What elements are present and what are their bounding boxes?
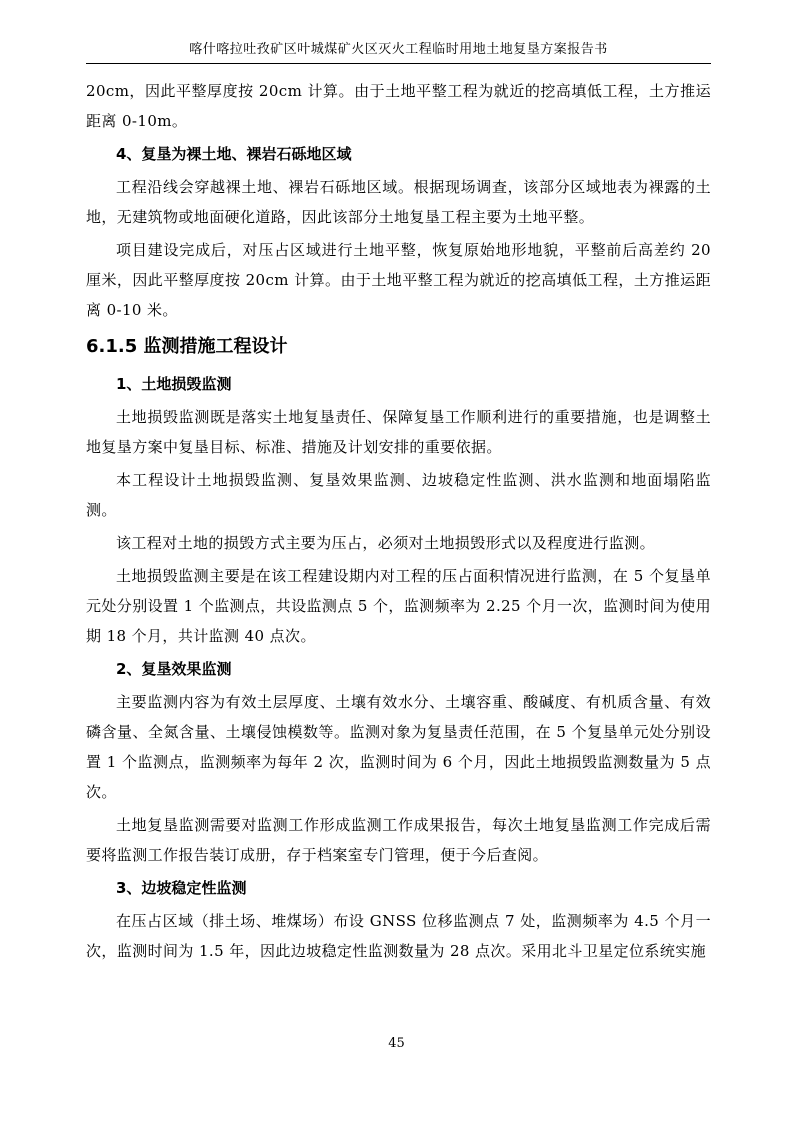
header-rule — [86, 63, 711, 64]
heading-slope-stability-monitoring: 3、边坡稳定性监测 — [116, 879, 247, 897]
paragraph-intro: 20cm，因此平整厚度按 20cm 计算。由于土地平整工程为就近的挖高填低工程，土方推运距离 0-10m。 — [86, 82, 711, 130]
page-body — [86, 76, 711, 969]
heading-land-damage-monitoring: 1、土地损毁监测 — [116, 375, 232, 393]
paragraph-damage-2: 本工程设计土地损毁监测、复垦效果监测、边坡稳定性监测、洪水监测和地面塌陷监测。 — [86, 471, 711, 519]
paragraph-damage-3: 该工程对土地的损毁方式主要为压占，必须对土地损毁形式以及程度进行监测。 — [116, 534, 656, 552]
section-heading-monitoring: 6.1.5 监测措施工程设计 — [86, 336, 288, 357]
paragraph-slope-1: 在压占区域（排土场、堆煤场）布设 GNSS 位移监测点 7 处，监测频率为 4.5 个月一次，监测时间为 1.5 年，因此边坡稳定性监测数量为 28 点次。采用北斗卫星定位系统实施 — [86, 912, 711, 960]
heading-reclamation-effect-monitoring: 2、复垦效果监测 — [116, 660, 232, 678]
running-header: 喀什喀拉吐孜矿区叶城煤矿火区灭火工程临时用地土地复垦方案报告书 — [189, 42, 608, 57]
paragraph-bare-land-1: 工程沿线会穿越裸土地、裸岩石砾地区域。根据现场调查，该部分区域地表为裸露的土地，无建筑物或地面硬化道路，因此该部分土地复垦工程主要为土地平整。 — [86, 178, 711, 226]
paragraph-effect-2: 土地复垦监测需要对监测工作形成监测工作成果报告，每次土地复垦监测工作完成后需要将监测工作报告装订成册，存于档案室专门管理，便于今后查阅。 — [86, 816, 711, 864]
page-number: 45 — [388, 1036, 405, 1051]
paragraph-effect-1: 主要监测内容为有效土层厚度、土壤有效水分、土壤容重、酸碱度、有机质含量、有效磷含量、全氮含量、土壤侵蚀模数等。监测对象为复垦责任范围，在 5 个复垦单元处分别设置 1 个监测点，监测频率为每年 2 次，监测时间为 6 个月，因此土地损毁监测数量为 5 点次。 — [86, 693, 711, 801]
paragraph-bare-land-2: 项目建设完成后，对压占区域进行土地平整，恢复原始地形地貌，平整前后高差约 20 厘米，因此平整厚度按 20cm 计算。由于土地平整工程为就近的挖高填低工程，土方推运距离 0-10 米。 — [86, 241, 711, 319]
heading-bare-land: 4、复垦为裸土地、裸岩石砾地区域 — [116, 145, 352, 163]
paragraph-damage-1: 土地损毁监测既是落实土地复垦责任、保障复垦工作顺利进行的重要措施，也是调整土地复垦方案中复垦目标、标准、措施及计划安排的重要依据。 — [86, 408, 711, 456]
paragraph-damage-4: 土地损毁监测主要是在该工程建设期内对工程的压占面积情况进行监测，在 5 个复垦单元处分别设置 1 个监测点，共设监测点 5 个，监测频率为 2.25 个月一次，监测时间为使用期 18 个月，共计监测 40 点次。 — [86, 567, 711, 645]
